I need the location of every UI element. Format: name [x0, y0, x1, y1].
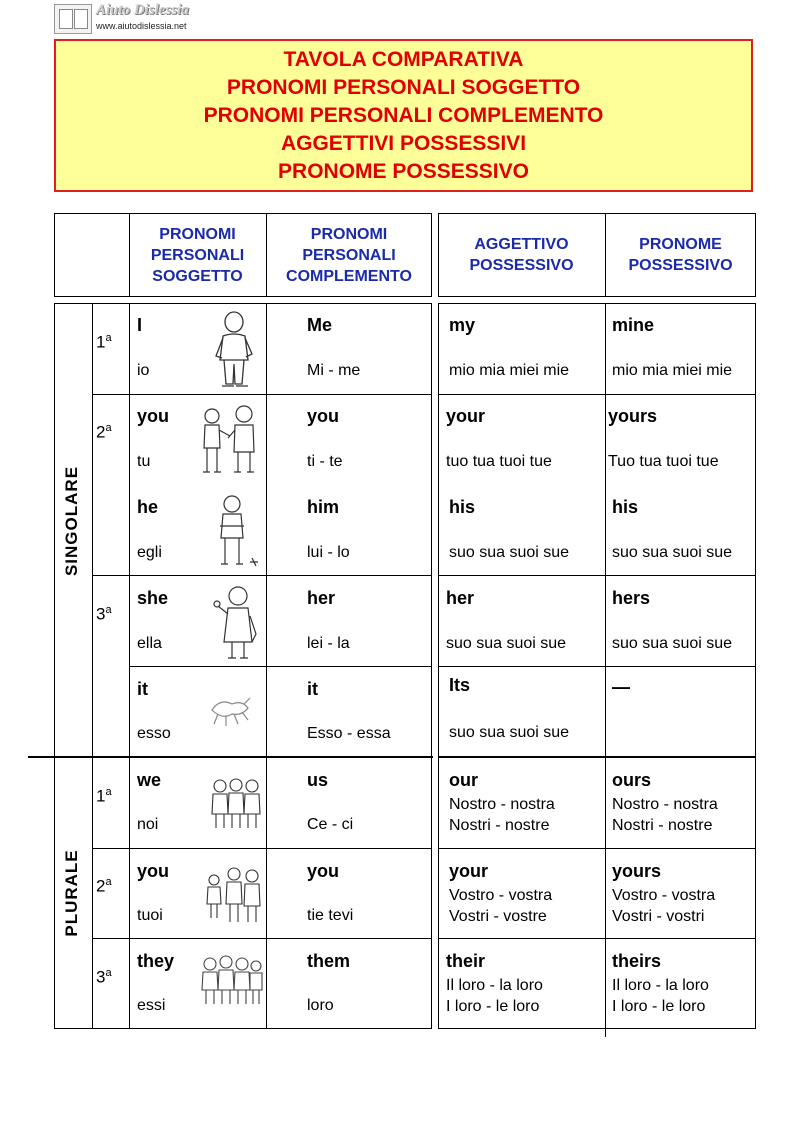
pron-en: yours — [612, 861, 662, 881]
woman-figure-icon — [210, 584, 262, 664]
adj-en: their — [446, 951, 486, 971]
pron-en: hers — [612, 588, 651, 608]
pron-en: ours — [612, 770, 652, 790]
subj-en: she — [137, 588, 169, 608]
pron-it: mio mia miei mie — [612, 362, 733, 379]
comp-en: you — [307, 861, 340, 881]
pron-en: his — [612, 497, 639, 517]
title-line: PRONOME POSSESSIVO — [278, 159, 529, 183]
adj-en: my — [449, 315, 476, 335]
group-people-icon — [200, 952, 264, 1008]
pron-en: mine — [612, 315, 655, 335]
adj-it: suo sua suoi sue — [446, 635, 567, 652]
comp-it: tie tevi — [307, 907, 354, 924]
person-3-plur: 3$^a$ — [96, 967, 112, 987]
person-1-plur: 1$^a$ — [96, 786, 112, 806]
adj-it-line: Nostro - nostra — [449, 796, 555, 813]
adj-en: our — [449, 770, 478, 790]
subj-it: esso — [137, 725, 171, 742]
header-complemento: PRONOMI PERSONALI COMPLEMENTO — [286, 225, 412, 285]
label-plurale: PLURALE — [62, 849, 81, 937]
header-pronome: PRONOME POSSESSIVO — [628, 236, 733, 274]
adj-en: her — [446, 588, 475, 608]
comp-it: loro — [307, 997, 334, 1014]
group-separator — [438, 756, 756, 758]
comp-en: her — [307, 588, 336, 608]
subj-it: io — [137, 362, 150, 379]
group-people-icon — [208, 776, 264, 832]
logo-title: Aiuto Dislessia — [96, 2, 189, 18]
adj-it: suo sua suoi sue — [449, 544, 570, 561]
subj-it: egli — [137, 544, 162, 561]
adj-it: suo sua suoi sue — [449, 724, 570, 741]
person-3-sing: 3$^a$ — [96, 604, 112, 624]
site-logo — [54, 2, 254, 34]
subj-it: ella — [137, 635, 162, 652]
pron-en: yours — [608, 406, 658, 426]
subj-en: he — [137, 497, 159, 517]
subj-en: I — [137, 315, 143, 335]
pron-it-line: Vostro - vostra — [612, 887, 716, 904]
label-singolare: SINGOLARE — [62, 465, 81, 577]
pron-en: — — [612, 677, 630, 697]
header-soggetto: PRONOMI PERSONALI SOGGETTO — [150, 225, 245, 285]
adj-en: Its — [449, 675, 471, 695]
title-line: TAVOLA COMPARATIVA — [283, 47, 524, 71]
person-1-sing: 1$^a$ — [96, 332, 112, 352]
title-line: PRONOMI PERSONALI SOGGETTO — [226, 75, 581, 99]
comp-en: you — [307, 406, 340, 426]
adj-it: tuo tua tuoi tue — [446, 453, 552, 470]
adj-en: his — [449, 497, 476, 517]
subj-en: we — [137, 770, 162, 790]
header-aggettivo: AGGETTIVO POSSESSIVO — [469, 236, 574, 274]
adj-it-line: I loro - le loro — [446, 998, 540, 1015]
adj-it-line: Nostri - nostre — [449, 817, 550, 834]
subj-it: tu — [137, 453, 151, 470]
comp-en: it — [307, 679, 318, 699]
pron-it-line: Nostri - nostre — [612, 817, 713, 834]
adj-en: your — [449, 861, 489, 881]
comp-it: lei - la — [307, 635, 350, 652]
subj-it: tuoi — [137, 907, 163, 924]
title-line: PRONOMI PERSONALI COMPLEMENTO — [203, 103, 604, 127]
title-box — [54, 39, 753, 192]
group-people-icon — [204, 866, 264, 928]
comp-it: lui - lo — [307, 544, 350, 561]
boy-figure-icon — [212, 492, 262, 572]
subj-en: you — [137, 861, 170, 881]
subj-it: essi — [137, 997, 166, 1014]
pron-it: suo sua suoi sue — [612, 544, 733, 561]
subj-en: they — [137, 951, 175, 971]
comp-en: Me — [307, 315, 333, 335]
adj-it-line: Vostri - vostre — [449, 908, 547, 925]
subj-en: you — [137, 406, 170, 426]
adj-it-line: Il loro - la loro — [446, 977, 543, 994]
adj-it: mio mia miei mie — [449, 362, 570, 379]
adj-en: your — [446, 406, 486, 426]
logo-url: www.aiutodislessia.net — [96, 21, 187, 31]
pron-it-line: Il loro - la loro — [612, 977, 709, 994]
pron-it-line: Vostri - vostri — [612, 908, 705, 925]
pron-it-line: Nostro - nostra — [612, 796, 718, 813]
title-line: AGGETTIVI POSSESSIVI — [280, 131, 527, 155]
person-2-sing: 2$^a$ — [96, 422, 112, 442]
subj-en: it — [137, 679, 148, 699]
group-separator — [28, 756, 433, 758]
person-2-plur: 2$^a$ — [96, 876, 112, 896]
comp-it: Esso - essa — [307, 725, 391, 742]
pron-en: theirs — [612, 951, 662, 971]
comp-it: Mi - me — [307, 362, 361, 379]
adj-it-line: Vostro - vostra — [449, 887, 553, 904]
subj-it: noi — [137, 816, 159, 833]
two-people-icon — [196, 400, 264, 476]
comp-en: him — [307, 497, 340, 517]
man-figure-icon — [208, 308, 260, 390]
comp-en: them — [307, 951, 351, 971]
pron-it: Tuo tua tuoi tue — [608, 453, 719, 470]
animal-figure-icon — [204, 690, 254, 730]
comp-it: Ce - ci — [307, 816, 354, 833]
comp-it: ti - te — [307, 453, 343, 470]
comp-en: us — [307, 770, 329, 790]
pron-it: suo sua suoi sue — [612, 635, 733, 652]
book-icon — [54, 4, 92, 34]
pron-it-line: I loro - le loro — [612, 998, 706, 1015]
